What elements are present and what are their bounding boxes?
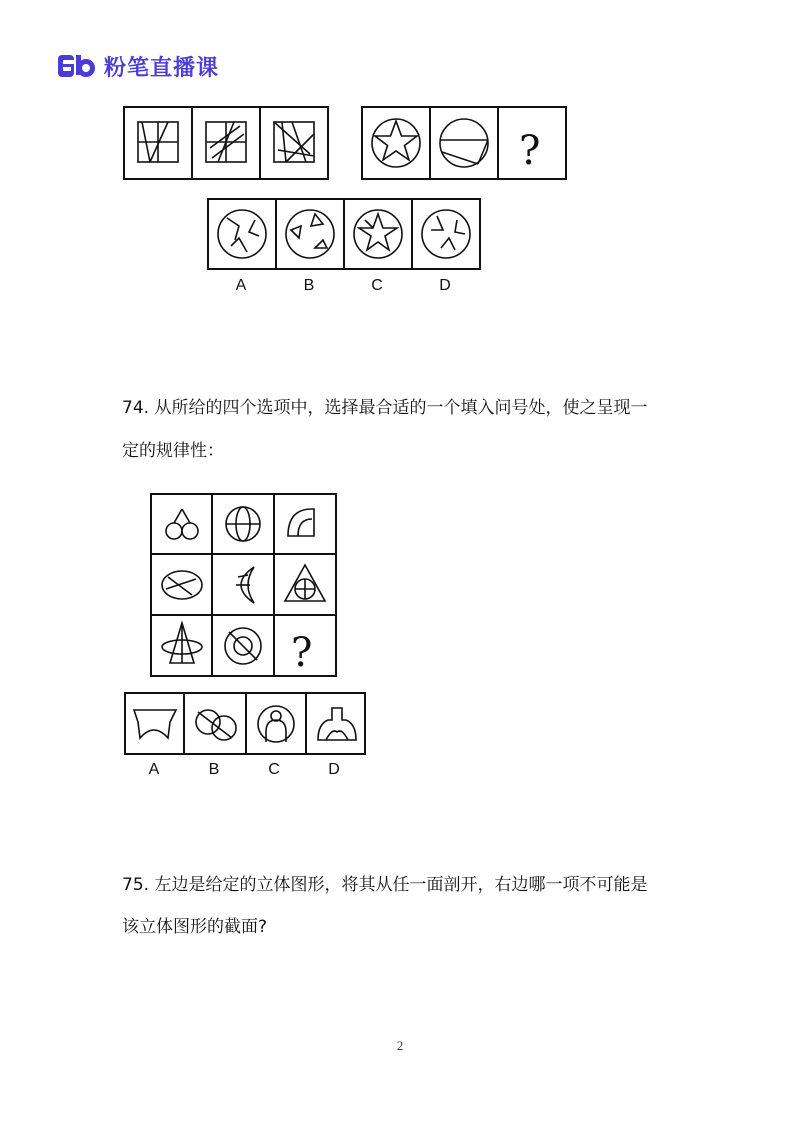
page-number: 2	[396, 1038, 404, 1053]
q73-question-mark: ?	[519, 128, 541, 174]
q73-left-figure-2	[206, 122, 246, 162]
q74-grid-triangle-circles	[285, 565, 325, 601]
q74-options-figure	[122, 690, 368, 758]
q74-grid-quarter-shape	[288, 509, 314, 536]
q73-left-figure-3	[274, 122, 314, 162]
q74-question-line-1: 74. 从所给的四个选项中，选择最合适的一个填入问号处，使之呈现一	[122, 398, 648, 418]
q73-option-d-label: D	[439, 277, 451, 294]
q74-grid-triangle-ellipse	[162, 623, 202, 663]
brand-logo	[58, 50, 219, 82]
brand-name: 粉笔直播课	[104, 55, 220, 81]
q73-circle-star-figure	[372, 119, 420, 167]
q74-option-c-figure[interactable]	[258, 706, 294, 742]
q74-grid-figure	[148, 491, 342, 681]
q73-option-b-figure	[286, 210, 334, 258]
q73-left-figure-1	[138, 122, 178, 162]
q75-question-line-1: 75. 左边是给定的立体图形，将其从任一面剖开，右边哪一项不可能是	[122, 875, 648, 895]
q73-left-cell-3	[260, 107, 328, 179]
fb-logo-icon	[58, 53, 98, 79]
q73-option-c-label: C	[371, 277, 383, 294]
q74-option-b-label: B	[208, 761, 220, 778]
q74-grid-ellipse-cross	[162, 571, 202, 599]
q73-option-a-label: A	[235, 277, 247, 294]
q74-option-a-label: A	[148, 761, 160, 778]
q74-grid-crescent	[236, 567, 254, 603]
q73-sequence-figure	[120, 104, 580, 184]
q74-option-a-figure[interactable]	[134, 710, 176, 738]
q73-option-c-figure	[354, 210, 402, 258]
q75-question-line-2: 该立体图形的截面?	[122, 917, 268, 937]
q74-grid-cherries	[166, 509, 198, 539]
q74-question-line-2: 定的规律性：	[122, 441, 224, 461]
q73-options-figure	[205, 196, 485, 274]
q73-circle-split-figure	[440, 119, 488, 167]
q74-option-d-figure[interactable]	[318, 708, 356, 740]
q74-grid-target	[225, 628, 261, 664]
q73-option-d-figure	[422, 210, 470, 258]
q73-option-b-label: B	[303, 277, 315, 294]
q74-question-mark: ?	[291, 630, 313, 676]
q74-option-d-label: D	[328, 761, 340, 778]
q73-option-a-figure	[218, 210, 266, 258]
q74-option-c-label: C	[268, 761, 280, 778]
q74-option-b-figure[interactable]	[196, 710, 236, 740]
q74-grid-sphere	[226, 507, 260, 541]
